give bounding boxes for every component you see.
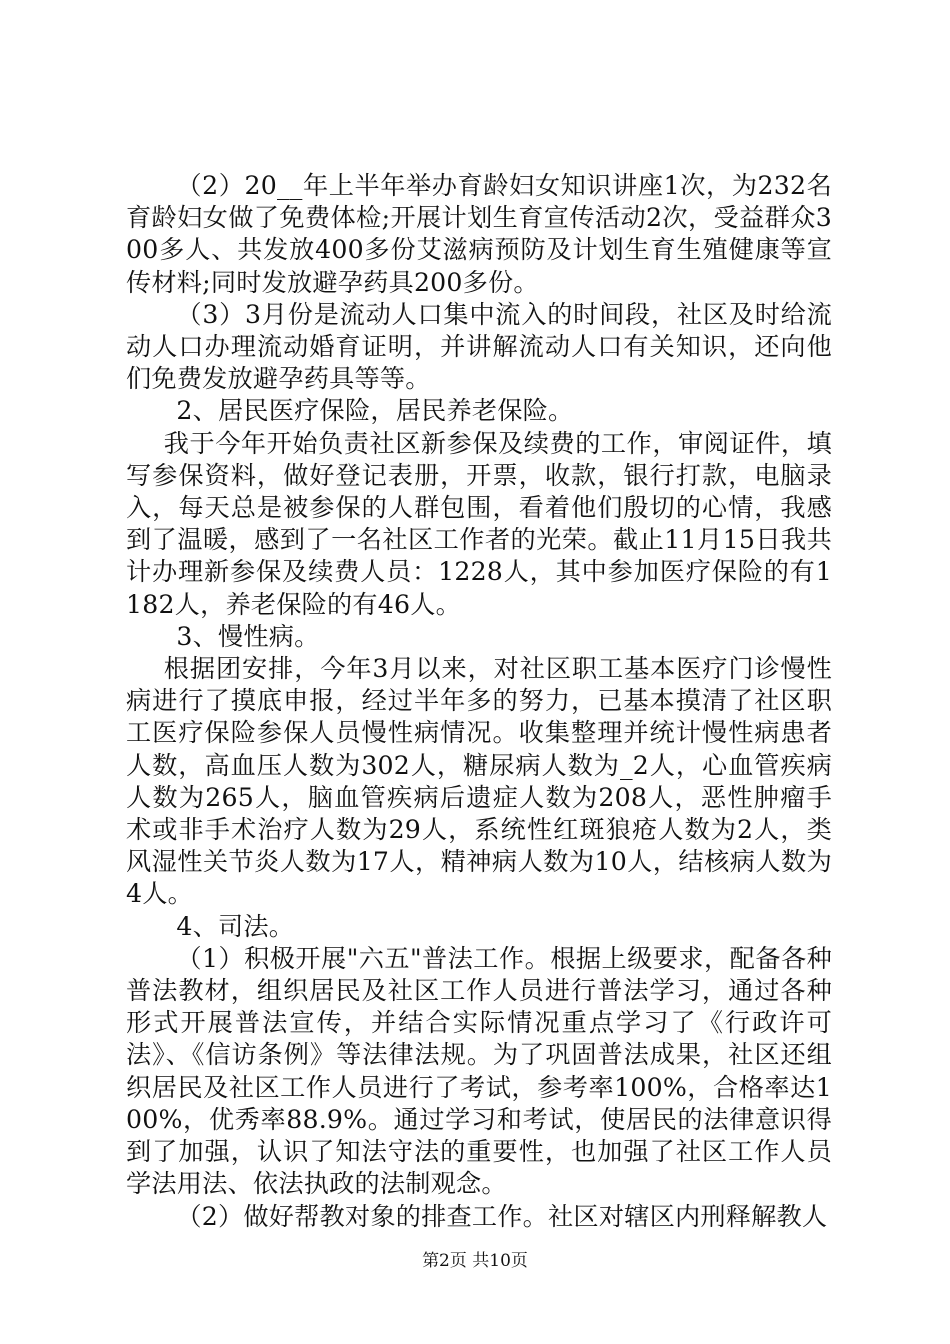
- paragraph-legal-education: （1）积极开展"六五"普法工作。根据上级要求，配备各种普法教材，组织居民及社区工作人员进行普法学习，通过各种形式开展普法宣传，并结合实际情况重点学习了《行政许可法》、《信访条例》等法律法规。为了巩固普法成果，社区还组织居民及社区工作人员进行了考试，参考率100%，合格率达100%，优秀率88.9%。通过学习和考试，使居民的法律意识得到了加强，认识了知法守法的重要性，也加强了社区工作人员学法用法、依法执政的法制观念。: [126, 943, 832, 1199]
- heading-judicial: 4、司法。: [176, 911, 295, 941]
- paragraph-insurance-work: 我于今年开始负责社区新参保及续费的工作，审阅证件，填写参保资料，做好登记表册，开票，收款，银行打款，电脑录入，每天总是被参保的人群包围，看着他们殷切的心情，我感到了温暖，感到了一名社区工作者的光荣。截止11月15日我共计办理新参保及续费人员：1228人，其中参加医疗保险的有1182人，养老保险的有46人。: [126, 428, 832, 619]
- heading-chronic-disease: 3、慢性病。: [176, 621, 320, 651]
- paragraph-chronic-disease: 根据团安排，今年3月以来，对社区职工基本医疗门诊慢性病进行了摸底申报，经过半年多的努力，已基本摸清了社区职工医疗保险参保人员慢性病情况。收集整理并统计慢性病患者人数，高血压人数为302人，糖尿病人数为_2人，心血管疾病人数为265人，脑血管疾病后遗症人数为208人，恶性肿瘤手术或非手术治疗人数为29人，系统性红斑狼疮人数为2人，类风湿性关节炎人数为17人，精神病人数为10人，结核病人数为4人。: [126, 654, 832, 909]
- paragraph-floating-population: （3）3月份是流动人口集中流入的时间段，社区及时给流动人口办理流动婚育证明，并讲解流动人口有关知识，还向他们免费发放避孕药具等等。: [126, 299, 832, 394]
- page-number-footer: 第2页 共10页: [422, 1251, 528, 1271]
- document-body: [126, 170, 832, 1233]
- heading-resident-insurance: 2、居民医疗保险，居民养老保险。: [176, 396, 574, 426]
- paragraph-rehabilitation-screening: （2）做好帮教对象的排查工作。社区对辖区内刑释解教人: [176, 1201, 828, 1231]
- paragraph-family-planning-lecture: （2）20__年上半年举办育龄妇女知识讲座1次，为232名育龄妇女做了免费体检;开展计划生育宣传活动2次，受益群众300多人、共发放400多份艾滋病预防及计划生育生殖健康等宣传材料;同时发放避孕药具200多份。: [126, 171, 832, 297]
